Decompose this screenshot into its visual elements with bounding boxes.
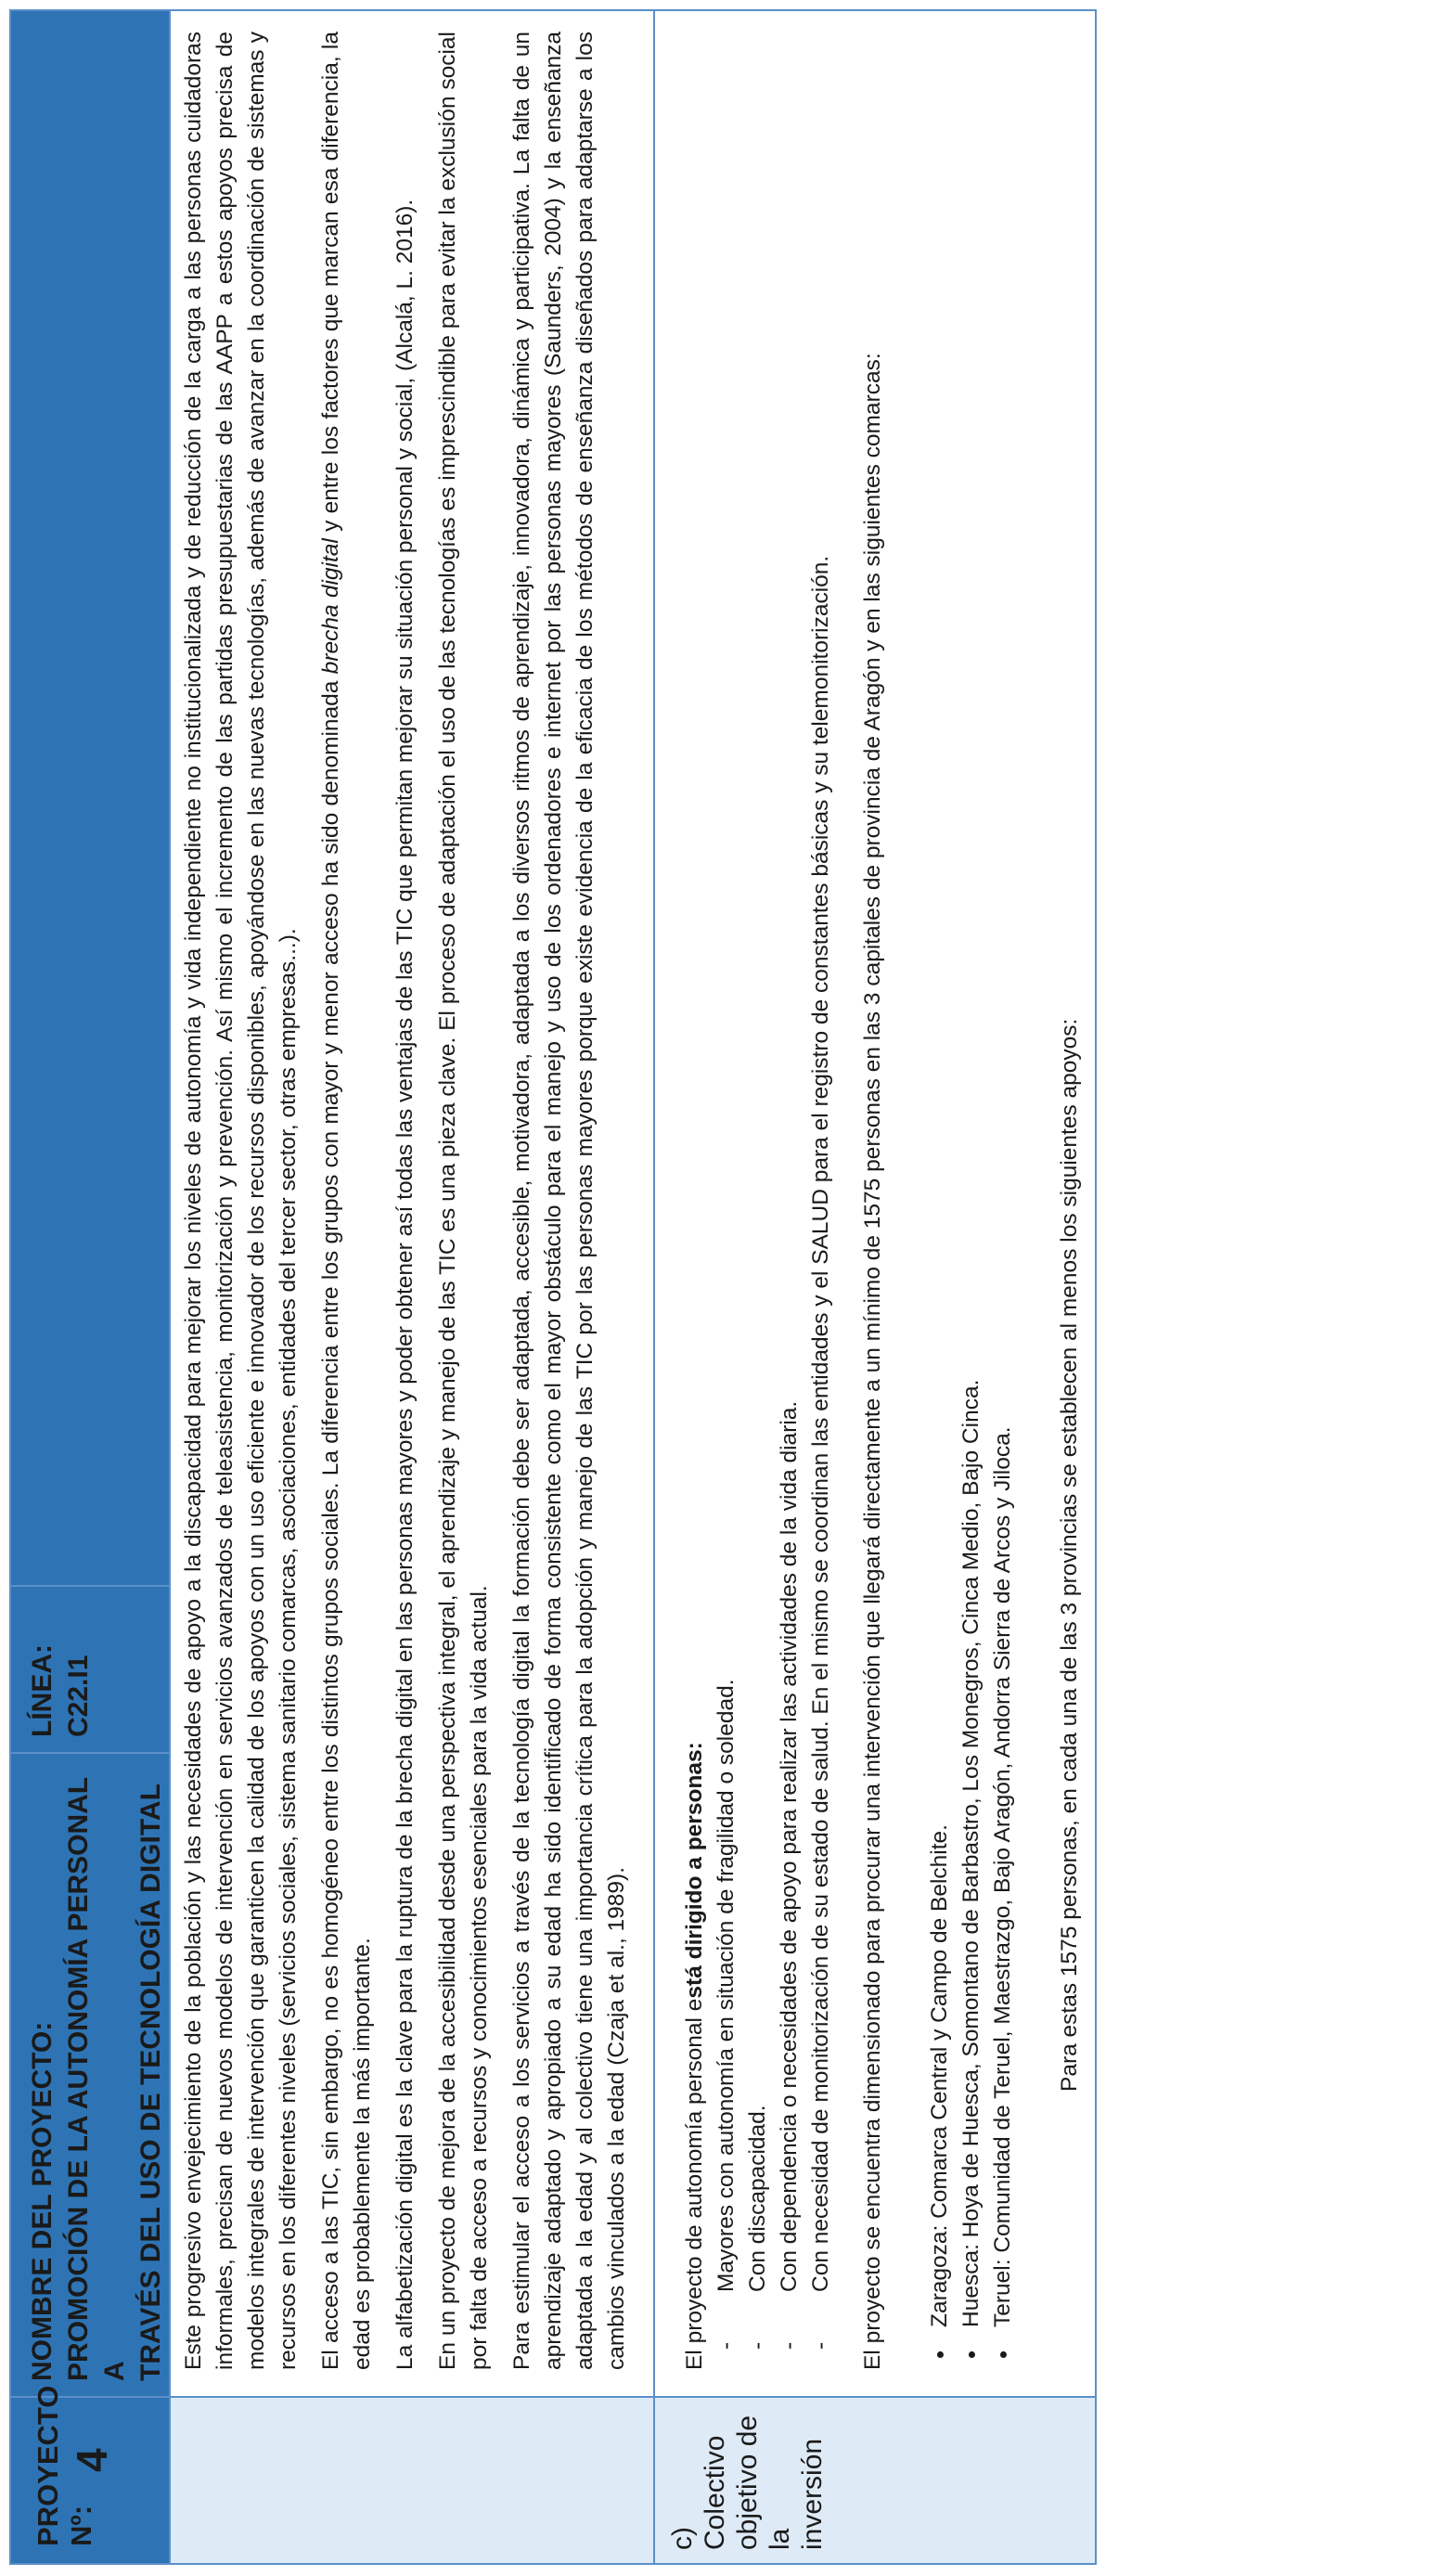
comarcas-bullet-list	[924, 32, 1019, 2370]
line-cell	[10, 1586, 170, 1753]
supports-paragraph: Para estas 1575 personas, en cada una de las 3 provincias se establecen al menos los siguientes apoyos:	[1057, 1018, 1082, 2092]
project-name-line2: TRAVÉS DEL USO DE TECNOLOGÍA DIGITAL	[135, 1784, 166, 2381]
paragraph-training: Para estimular el acceso a los servicios a través de la tecnología digital la formación debe ser adaptada, accesible, motivadora, adaptada a los diversos ritmos de aprendizaje, innovadora, dinámica y participativa. La falta de un aprendizaje adaptado y apropiado a su edad ha sido identificado de forma consistente como el mayor obstáculo para el manejo y uso de los ordenadores e internet por las personas mayores (Saunders, 2004) y la enseñanza adaptada a la edad y al colectivo tiene una importancia crítica para la adopción y manejo de las TIC por las personas mayores porque existe evidencia de la eficacia de los métodos de enseñanza diseñados para adaptarse a los cambios vinculados a la edad (Czaja et al., 1989).	[509, 32, 629, 2370]
target-intro-a: El proyecto de autonomía personal e	[682, 1998, 707, 2370]
header-filler-cell	[10, 10, 170, 1586]
project-number: 4	[68, 2448, 116, 2472]
list-item: - Con necesidad de monitorización de su estado de salud. En el mismo se coordinan las entidades y el SALUD para el registro de constantes básicas y su telemonitorización.	[805, 32, 837, 2350]
context-side-cell	[170, 2397, 654, 2564]
project-table	[9, 9, 1097, 2565]
target-group-label-2: objetivo de la	[732, 2415, 795, 2550]
project-number-cell	[10, 2385, 170, 2564]
context-row	[170, 10, 654, 2564]
scope-paragraph: El proyecto se encuentra dimensionado para procurar una intervención que llegará directamente a un mínimo de 1575 personas en las 3 capitales de provincia de Aragón y en las siguientes comarcas:	[860, 353, 885, 2370]
target-dash-list	[711, 32, 837, 2370]
target-group-label-cell	[654, 2397, 1096, 2564]
brecha-digital-term: brecha digital	[318, 538, 343, 675]
project-name-label: NOMBRE DEL PROYECTO:	[27, 2021, 58, 2381]
target-group-label-1: c) Colectivo	[667, 2435, 730, 2550]
line-code: C22.I1	[63, 1655, 94, 1737]
list-item: • Zaragoza: Comarca Central y Campo de Belchite.	[924, 32, 956, 2359]
list-item: - Con discapacidad.	[742, 32, 774, 2350]
target-group-label-3: inversión	[797, 2438, 828, 2550]
target-intro	[679, 32, 711, 2370]
project-name-line1: PROMOCIÓN DE LA AUTONOMÍA PERSONAL A	[63, 1777, 130, 2381]
paragraph-accessibility: En un proyecto de mejora de la accesibilidad desde una perspectiva integral, el aprendizaje y manejo de las TIC es una pieza clave. El proceso de adaptación el uso de las tecnologías es imprescindible para evitar la exclusión social por falta de acceso a recursos y conocimientos esenciales para la vida actual.	[435, 32, 492, 2370]
project-label: PROYECTO Nº:	[32, 2385, 97, 2546]
list-item: • Huesca: Hoya de Huesca, Somontano de Barbastro, Los Monegros, Cinca Medio, Bajo Cinca.	[956, 32, 987, 2359]
paragraph-tic-access	[315, 32, 379, 2370]
paragraph-ageing: Este progresivo envejecimiento de la población y las necesidades de apoyo a la discapacidad para mejorar los niveles de autonomía y vida independiente no institucionalizada y de reducción de la carga a las personas cuidadoras informales, precisan de nuevos modelos de intervención en servicios avanzados de teleasistencia, monitorización y prevención. Así mismo el incremento de las partidas presupuestarias de las AAPP a estos apoyos precisa de modelos integrales de intervención que garanticen la calidad de los apoyos con un uso eficiente e innovador de los recursos disponibles, apoyándose en las nuevas tecnologías, además de avanzar en la coordinación de sistemas y recursos en los diferentes niveles (servicios sociales, sistema sanitario comarcas, asociaciones, entidades del tercer sector, otras empresas...).	[181, 32, 301, 2370]
target-group-row	[654, 10, 1096, 2564]
context-content-cell	[170, 10, 654, 2397]
list-item: - Mayores con autonomía en situación de fragilidad o soledad.	[711, 32, 742, 2350]
header-row	[10, 10, 170, 2564]
paragraph-tic-access-b: y entre los factores que marcan esa diferencia, la edad es probablemente la más importante.	[318, 32, 375, 2370]
list-item: • Teruel: Comunidad de Teruel, Maestrazgo, Bajo Aragón, Andorra Sierra de Arcos y Jiloca.	[987, 32, 1019, 2359]
project-name-cell	[10, 1753, 170, 2397]
target-intro-bold: stá dirigido a personas:	[682, 1742, 707, 1999]
line-label: LÍNEA:	[27, 1644, 58, 1737]
paragraph-literacy: La alfabetización digital es la clave para la ruptura de la brecha digital en las personas mayores y poder obtener así todas las ventajas de las TIC que permitan mejorar su situación personal y social, (Alcalá, L. 2016).	[392, 199, 418, 2370]
target-group-content-cell	[654, 10, 1096, 2397]
paragraph-tic-access-a: El acceso a las TIC, sin embargo, no es homogéneo entre los distintos grupos sociales. La diferencia entre los grupos con mayor y menor acceso ha sido denominada	[318, 674, 343, 2370]
list-item: - Con dependencia o necesidades de apoyo para realizar las actividades de la vida diaria.	[774, 32, 805, 2350]
